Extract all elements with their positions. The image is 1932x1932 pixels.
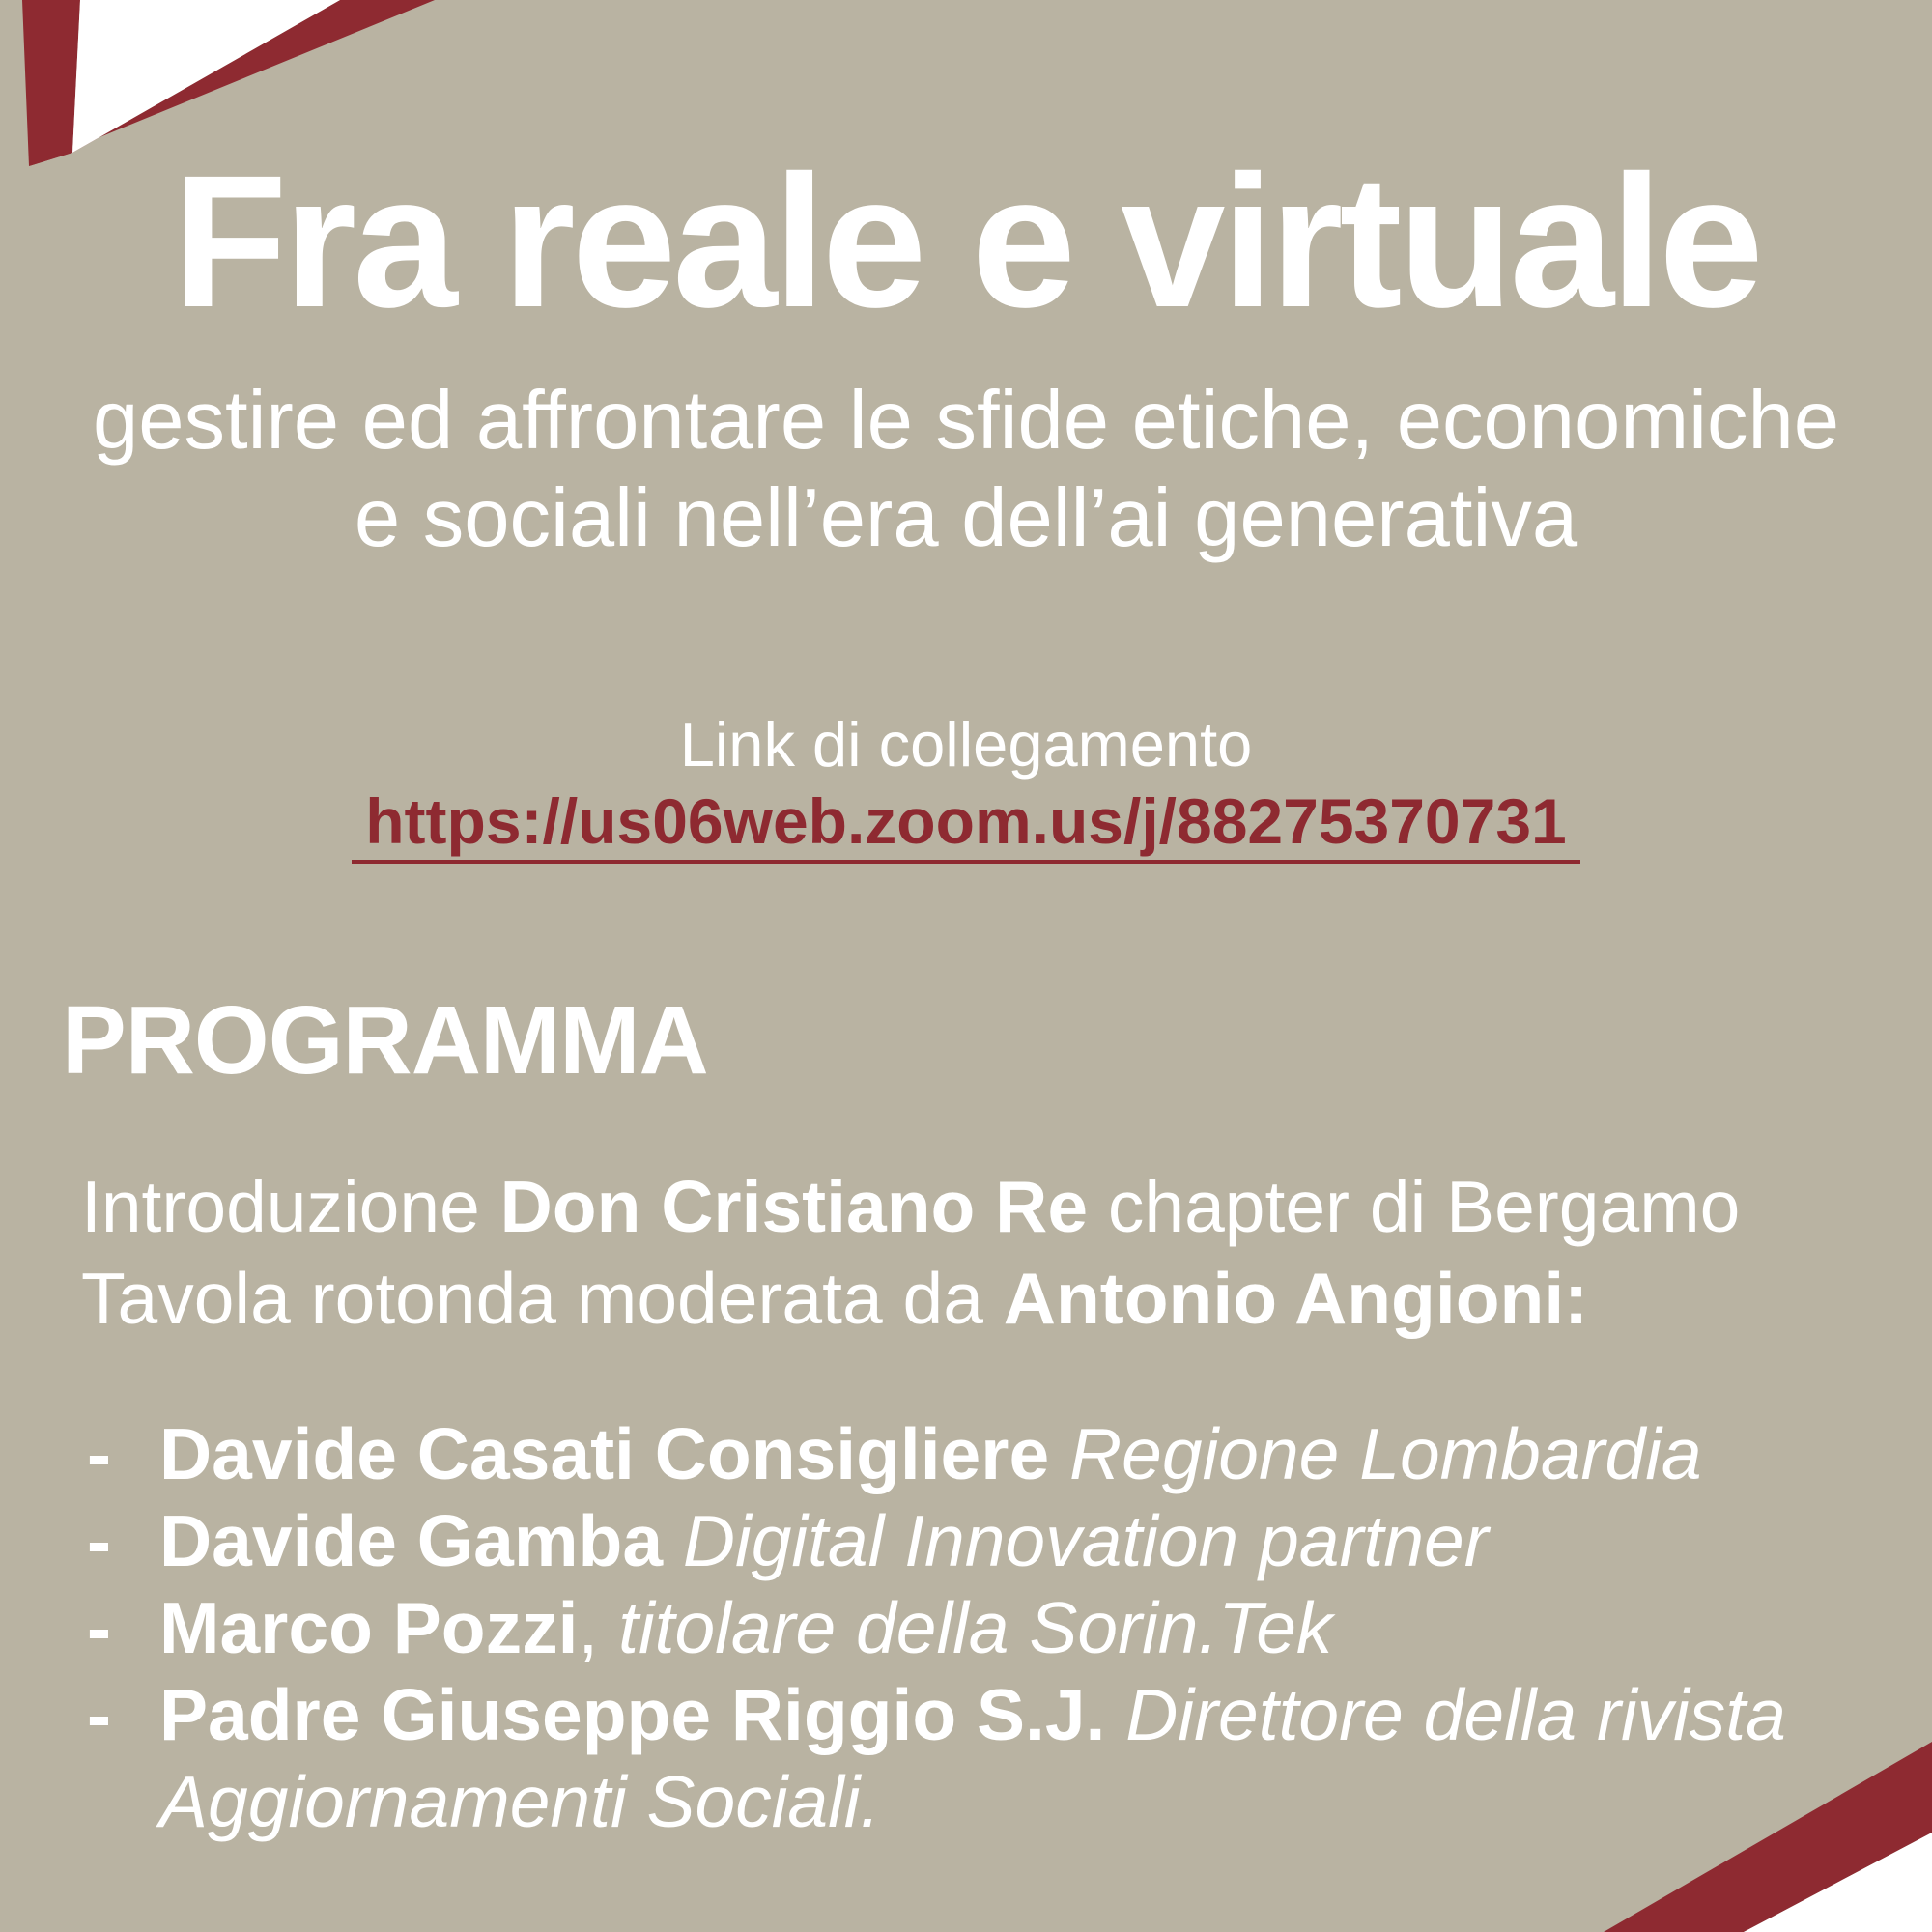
speaker-separator xyxy=(1049,1413,1069,1494)
intro-text: Introduzione xyxy=(81,1166,500,1247)
speaker-text xyxy=(159,1410,1893,1497)
intro-name-bold: Antonio Angioni: xyxy=(1003,1258,1589,1339)
speaker-item xyxy=(87,1584,1893,1671)
speaker-name: Padre Giuseppe Riggio S.J. xyxy=(159,1674,1106,1755)
speaker-separator xyxy=(663,1500,683,1581)
speaker-name: Davide Casati Consigliere xyxy=(159,1413,1050,1494)
zoom-meeting-link[interactable]: https://us06web.zoom.us/j/88275370731 xyxy=(352,782,1580,864)
bullet-dash: - xyxy=(87,1500,111,1581)
bullet-dash: - xyxy=(87,1674,111,1755)
program-heading: PROGRAMMA xyxy=(62,986,708,1094)
link-label: Link di collegamento xyxy=(679,709,1253,780)
speaker-role: Direttore della rivista Aggiornamenti Sociali. xyxy=(159,1674,1786,1842)
poster-title: Fra reale e virtuale xyxy=(172,136,1760,347)
program-intro xyxy=(81,1161,1874,1345)
speaker-name: Marco Pozzi xyxy=(159,1587,579,1668)
speaker-role: Digital Innovation partner xyxy=(682,1500,1489,1581)
subtitle-line-1: gestire ed affrontare le sfide etiche, economiche xyxy=(92,375,1840,467)
speaker-separator xyxy=(1105,1674,1125,1755)
speaker-text xyxy=(159,1584,1893,1671)
intro-text: chapter di Bergamo xyxy=(1088,1166,1741,1247)
speaker-name: Davide Gamba xyxy=(159,1500,664,1581)
link-url-container xyxy=(0,782,1932,864)
subtitle-line-2: e sociali nell’era dell’ai generativa xyxy=(354,472,1578,564)
intro-name-bold: Don Cristiano Re xyxy=(499,1166,1089,1247)
intro-text: Tavola rotonda moderata da xyxy=(81,1258,1004,1339)
bullet-dash: - xyxy=(87,1413,111,1494)
poster-subtitle xyxy=(0,372,1932,567)
speaker-separator: , xyxy=(578,1587,619,1668)
speaker-item xyxy=(87,1671,1893,1845)
speaker-role: Regione Lombardia xyxy=(1069,1413,1702,1494)
speaker-item xyxy=(87,1410,1893,1497)
speaker-text xyxy=(159,1497,1893,1584)
speaker-text xyxy=(159,1671,1893,1845)
speakers-list xyxy=(87,1410,1893,1845)
speaker-role: titolare della Sorin.Tek xyxy=(618,1587,1333,1668)
speaker-item xyxy=(87,1497,1893,1584)
bullet-dash: - xyxy=(87,1587,111,1668)
